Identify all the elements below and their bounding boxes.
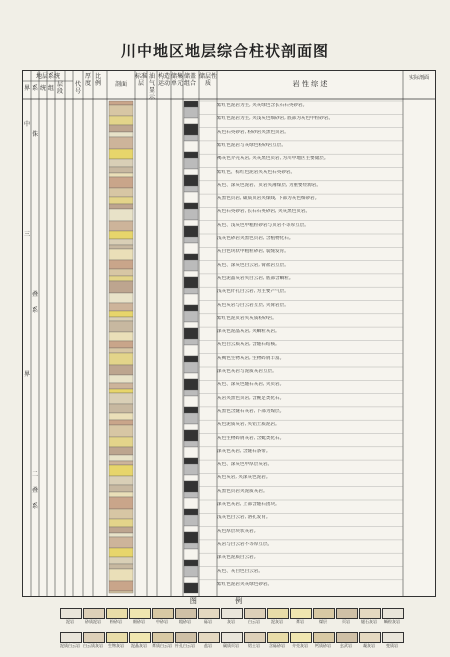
lithology-description: 灰色灰岩, 夹深灰色泥岩。 — [217, 475, 271, 481]
lithology-description: 灰色、深灰色燧石灰岩, 夹页岩。 — [217, 382, 285, 388]
legend-label: 泥岩 — [66, 619, 74, 624]
lithology-description: 紫红色泥岩与灰绿色粉砂岩互层。 — [217, 142, 286, 148]
lithology-description: 紫红色、棕红色泥岩夹灰色石英砂岩。 — [217, 169, 296, 175]
lithology-description: 紫红色泥岩为主, 夹浅灰色细砂岩, 底部为灰色中粒砂岩。 — [217, 116, 334, 122]
header-description: 岩 性 综 述 — [292, 80, 328, 88]
lithology-description: 灰色、灰白色白云岩。 — [217, 568, 263, 574]
legend-label: 煤层 — [319, 619, 327, 624]
lithology-description: 深灰色灰岩, 上部含燧石团块。 — [217, 502, 280, 507]
legend-label: 灰岩 — [227, 619, 235, 624]
lithology-description: 灰色泥质灰岩, 夹铝土质泥岩。 — [217, 422, 280, 428]
legend-swatch — [221, 608, 243, 619]
legend-swatch — [359, 632, 381, 643]
legend-label: 碳质页岩 — [223, 643, 239, 648]
lithology-description: 浅灰色砂岩夹黑色页岩, 含植物化石。 — [217, 236, 294, 241]
legend-swatch — [359, 608, 381, 619]
legend-swatch — [83, 632, 105, 643]
legend-label: 砂质泥岩 — [85, 619, 101, 624]
lithology-description: 灰色、深灰色中厚层灰岩。 — [217, 462, 273, 468]
legend-label: 页岩 — [342, 619, 350, 624]
legend-label: 盐岩 — [204, 643, 212, 648]
lithology-description: 灰白色块状中粗粒砂岩, 裂缝发育。 — [217, 249, 289, 255]
legend-label: 生物灰岩 — [108, 643, 124, 648]
legend-label: 介壳灰岩 — [292, 643, 308, 648]
legend-swatch — [382, 632, 404, 643]
system-label-jurassic-3: 系 — [31, 307, 38, 314]
header-reservoir-type: 储层性质 — [199, 73, 218, 87]
lithology-description: 灰色泥晶灰岩夹白云岩, 底部含鲕粒。 — [217, 275, 294, 281]
header-remark: 实际剖面 — [408, 75, 429, 81]
system-label-jurassic-1: 侏 — [31, 131, 38, 138]
header-jie: 界 — [23, 85, 30, 92]
header-ceng: 层段 — [56, 81, 63, 95]
header-reservoir-combo: 储盖组合 — [183, 73, 196, 87]
legend-label: 粗砂岩 — [179, 619, 191, 624]
lithology-description: 深灰色泥质白云岩。 — [217, 555, 259, 561]
legend-swatch — [336, 608, 358, 619]
legend-swatch — [152, 632, 174, 643]
header-oilgas: 油气显示 — [148, 73, 155, 101]
legend-label: 砾岩 — [204, 619, 212, 624]
legend-label: 白云质灰岩 — [83, 643, 103, 648]
legend-swatch — [106, 608, 128, 619]
lithology-description: 深灰色灰岩, 含燧石条带。 — [217, 448, 271, 454]
stratigraphic-column-chart — [22, 70, 436, 597]
legend-swatch — [198, 608, 220, 619]
lithology-description: 灰黑色含燧石灰岩, 下部为煤层。 — [217, 408, 285, 414]
legend-swatch — [129, 632, 151, 643]
legend-label: 细砂岩 — [133, 619, 145, 624]
lithology-description: 灰岩与白云岩不等厚互层。 — [217, 541, 273, 547]
legend-label: 白云岩 — [248, 619, 260, 624]
legend-label: 膏岩 — [296, 619, 304, 624]
legend-label: 钙质砂岩 — [315, 643, 331, 648]
legend-swatch — [129, 608, 151, 619]
lithology-description: 灰色石英砂岩, 粉砂岩夹黑色页岩。 — [217, 129, 289, 135]
era-label-san: 三 — [23, 231, 30, 238]
page-title: 川中地区地层综合柱状剖面图 — [120, 42, 329, 60]
lithology-description: 灰岩夹黑色页岩, 含腕足类化石。 — [217, 395, 285, 401]
legend-swatch — [267, 632, 289, 643]
legend-swatch — [267, 608, 289, 619]
lithology-description: 浅灰色白云岩, 溶孔发育。 — [217, 515, 271, 521]
lithology-description: 紫红色泥岩夹灰绿色砂岩。 — [217, 581, 273, 587]
lithology-description: 灰黑色页岩, 碳质页岩夹煤线, 下部为灰色细砂岩。 — [217, 196, 320, 202]
legend-label: 泥晶灰岩 — [131, 643, 147, 648]
legend-label: 泥灰岩 — [271, 619, 283, 624]
lithology-description: 灰色石英砂岩, 长石石英砂岩, 夹灰黑色页岩。 — [217, 209, 311, 215]
legend-title: 图 例 — [189, 597, 261, 605]
header-scale: 比例 — [94, 73, 101, 87]
header-thickness: 厚度 — [84, 73, 91, 87]
legend-swatch — [106, 632, 128, 643]
legend-swatch — [336, 632, 358, 643]
lithology-description: 灰褐色生物灰岩, 生物碎屑丰富。 — [217, 355, 285, 361]
lithology-description: 浅灰色针孔白云岩, 为主要产气层。 — [217, 289, 289, 295]
system-label-permian-3: 系 — [31, 503, 38, 510]
header-zu: 组 — [47, 85, 54, 92]
lithology-description: 褐灰色介壳灰岩, 夹灰黑色页岩, 为川中地区主要储层。 — [217, 156, 329, 162]
lithology-description: 深灰色灰岩与泥质灰岩互层。 — [217, 369, 277, 374]
legend-swatch — [152, 608, 174, 619]
lithology-description: 灰色、浅灰色中粗粒砂岩与页岩不等厚互层。 — [217, 222, 309, 228]
legend-swatch — [60, 608, 82, 619]
legend-swatch — [244, 632, 266, 643]
lithology-description: 灰色生物碎屑灰岩, 含蜓类化石。 — [217, 435, 285, 441]
header-marker-bed: 标准层 — [135, 73, 148, 87]
lithology-description: 灰色灰岩与白云岩互层, 夹膏岩层。 — [217, 302, 289, 308]
era-label-mesozoic: 中 — [23, 121, 30, 128]
header-code: 代号 — [74, 81, 81, 95]
system-label-permian-2: 叠 — [31, 487, 38, 494]
legend-label: 变质岩 — [386, 643, 398, 648]
legend-label: 含砾砂岩 — [269, 643, 285, 648]
lithology-description: 灰色、深灰色白云岩, 膏盐岩互层。 — [217, 262, 289, 268]
lithology-description: 紫红色泥页岩夹灰质粉砂岩。 — [217, 315, 277, 321]
legend-swatch — [83, 608, 105, 619]
header-tectonic: 构造运动 — [157, 73, 170, 87]
legend-swatch — [198, 632, 220, 643]
lithology-description: 灰黑色页岩夹泥质灰岩。 — [217, 488, 268, 494]
header-reservoir-unit: 储集单元 — [171, 73, 184, 87]
legend-label: 粉砂岩 — [110, 619, 122, 624]
legend-label: 铝土岩 — [248, 643, 260, 648]
legend-label: 凝灰岩 — [363, 643, 375, 648]
legend-label: 鲕粒灰岩 — [384, 619, 400, 624]
system-label-jurassic-2: 叠 — [31, 291, 38, 298]
legend-label: 膏质白云岩 — [152, 643, 172, 648]
legend-label: 针孔白云岩 — [175, 643, 195, 648]
legend-swatch — [175, 608, 197, 619]
legend-swatch — [175, 632, 197, 643]
header-section: 剖面 — [114, 81, 127, 88]
legend-swatch — [60, 632, 82, 643]
system-label-permian-1: 二 — [31, 471, 38, 478]
legend-swatch — [244, 608, 266, 619]
legend-label: 燧石灰岩 — [361, 619, 377, 624]
legend-label: 中砂岩 — [156, 619, 168, 624]
lithology-description: 深灰色泥晶灰岩, 夹鲕粒灰岩。 — [217, 329, 280, 335]
legend-swatch — [313, 608, 335, 619]
era-label-jie: 界 — [23, 371, 30, 378]
header-system-group: 地层系统 — [35, 73, 60, 80]
legend-swatch — [221, 632, 243, 643]
header-xi: 系 — [31, 85, 38, 92]
legend-label: 泥质白云岩 — [60, 643, 80, 648]
legend-swatch — [290, 608, 312, 619]
lithology-description: 灰色白云质灰岩, 含燧石结核。 — [217, 342, 280, 348]
header-tong: 统 — [39, 85, 46, 92]
lithology-description: 灰色厚层块状灰岩。 — [217, 528, 259, 534]
legend-swatch — [382, 608, 404, 619]
legend-swatch — [290, 632, 312, 643]
legend-label: 玄武岩 — [340, 643, 352, 648]
legend-swatch — [313, 632, 335, 643]
lithology-description: 紫红色泥岩为主, 夹灰绿色含长石石英砂岩。 — [217, 103, 308, 108]
lithology-description: 灰色、深灰色泥岩、页岩夹薄煤层, 为重要烃源岩。 — [217, 182, 321, 188]
